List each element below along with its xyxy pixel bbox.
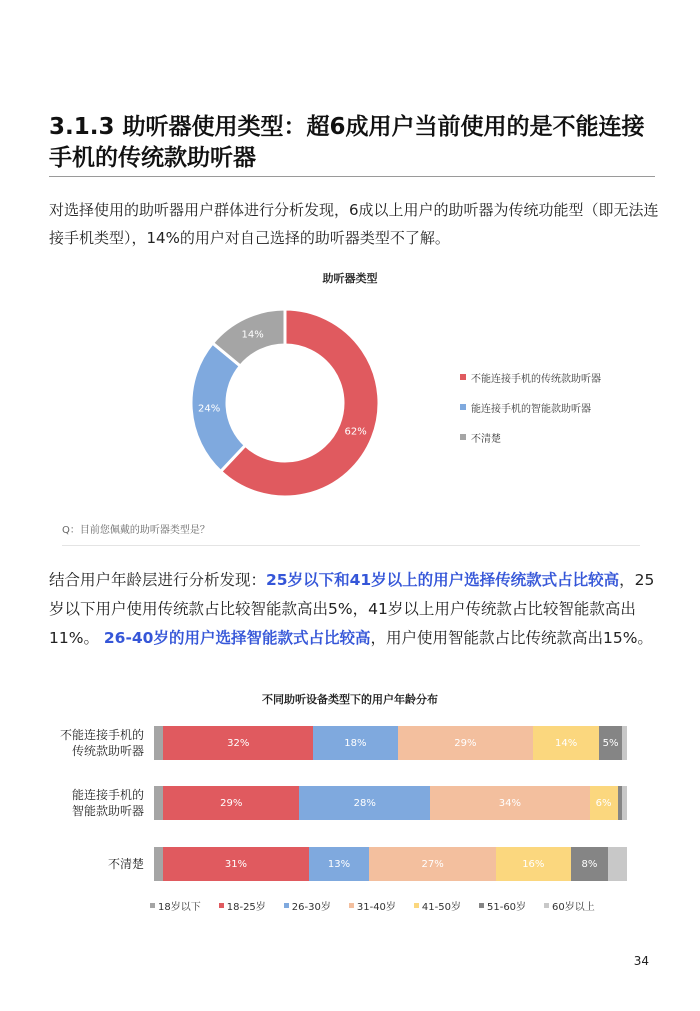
bar-segment-unknown-2 <box>309 847 370 881</box>
bar-segment-label: 31% <box>224 858 248 870</box>
donut-label-unknown: 14% <box>241 329 264 341</box>
bar-row-label-smart: 能连接手机的 智能款助听器 <box>71 788 144 818</box>
bar-segment-traditional-6 <box>622 726 627 760</box>
age-legend-item-0 <box>150 898 201 912</box>
section-heading <box>49 112 661 174</box>
bar-row-smart <box>154 786 627 820</box>
bar-segment-smart-3 <box>430 786 589 820</box>
bar-segment-smart-1 <box>163 786 299 820</box>
age-analysis-highlight-2: 26-40岁的用户选择智能款式占比较高 <box>103 629 371 647</box>
donut-chart <box>185 303 385 503</box>
bar-segment-label: 14% <box>554 737 578 749</box>
donut-legend <box>460 362 601 452</box>
bar-segment-label: 18% <box>344 737 367 749</box>
bar-segment-unknown-0 <box>154 847 163 881</box>
age-analysis-text-2: ，25岁以下用户使用传统款占比较智能款高出5%，41岁以上用户传统款占比较智能款高出11%。 <box>49 571 655 647</box>
age-legend-swatch <box>414 903 419 908</box>
legend-label-traditional: 不能连接手机的传统款助听器 <box>471 373 601 385</box>
bar-segment-label: 34% <box>498 797 521 809</box>
bar-segment-label: 5% <box>602 737 619 749</box>
bar-segment-traditional-3 <box>398 726 534 760</box>
section-heading-line-1: 3.1.3 助听器使用类型：超6成用户当前使用的是不能连接 <box>49 114 645 140</box>
bar-segment-traditional-4 <box>533 726 599 760</box>
age-legend-label: 60岁以上 <box>552 901 595 913</box>
age-legend <box>150 898 650 912</box>
bar-segment-unknown-1 <box>163 847 308 881</box>
legend-item-unknown <box>460 422 601 452</box>
age-legend-item-4 <box>414 898 461 912</box>
page-number: 34 <box>633 954 649 968</box>
bar-segment-label: 29% <box>454 737 477 749</box>
bar-segment-traditional-1 <box>163 726 313 760</box>
legend-swatch-unknown <box>460 434 466 440</box>
bar-segment-traditional-2 <box>313 726 397 760</box>
legend-label-smart: 能连接手机的智能款助听器 <box>471 403 591 415</box>
bar-segment-unknown-3 <box>369 847 495 881</box>
bar-row-label-traditional: 不能连接手机的 传统款助听器 <box>59 728 144 758</box>
section-separator <box>62 545 640 546</box>
age-analysis-highlight-1: 25岁以下和41岁以上的用户选择传统款式占比较高 <box>266 571 620 589</box>
age-legend-label: 26-30岁 <box>291 901 331 913</box>
age-legend-label: 18-25岁 <box>226 901 266 913</box>
age-analysis-paragraph <box>49 566 661 653</box>
age-legend-swatch <box>479 903 484 908</box>
bar-segment-label: 32% <box>227 737 250 749</box>
age-legend-item-1 <box>219 898 266 912</box>
bar-segment-unknown-4 <box>496 847 571 881</box>
bar-segment-unknown-6 <box>608 847 627 881</box>
stacked-bar-chart-title: 不同助听设备类型下的用户年龄分布 <box>262 693 438 706</box>
bar-segment-smart-6 <box>622 786 627 820</box>
bar-segment-label: 16% <box>522 858 545 870</box>
heading-divider <box>49 176 655 177</box>
age-legend-swatch <box>150 903 155 908</box>
bar-row-traditional <box>154 726 627 760</box>
age-legend-item-5 <box>479 898 526 912</box>
intro-paragraph: 对选择使用的助听器用户群体进行分析发现，6成以上用户的助听器为传统功能型（即无法连接手机类型），14%的用户对自己选择的助听器类型不了解。 <box>49 201 659 247</box>
legend-swatch-smart <box>460 404 466 410</box>
bar-row-label-unknown: 不清楚 <box>107 857 144 871</box>
bar-segment-traditional-5 <box>599 726 622 760</box>
age-legend-label: 18岁以下 <box>158 901 201 913</box>
legend-swatch-traditional <box>460 374 466 380</box>
age-legend-label: 41-50岁 <box>421 901 461 913</box>
age-legend-label: 31-40岁 <box>356 901 396 913</box>
age-analysis-text-1: 结合用户年龄层进行分析发现： <box>49 571 267 589</box>
legend-item-smart <box>460 392 601 422</box>
donut-chart-title: 助听器类型 <box>322 272 378 285</box>
bar-segment-label: 29% <box>220 797 243 809</box>
age-analysis-text-3: ，用户使用智能款占比传统款高出15%。 <box>370 629 653 647</box>
bar-segment-label: 28% <box>353 797 376 809</box>
age-legend-swatch <box>219 903 224 908</box>
bar-segment-unknown-5 <box>571 847 608 881</box>
donut-label-traditional: 62% <box>344 426 367 438</box>
bar-row-unknown <box>154 847 627 881</box>
section-heading-line-2: 手机的传统款助听器 <box>49 145 256 171</box>
legend-label-unknown: 不清楚 <box>471 433 501 445</box>
age-legend-label: 51-60岁 <box>486 901 527 913</box>
age-legend-item-2 <box>284 898 331 912</box>
bar-segment-smart-4 <box>590 786 618 820</box>
bar-segment-traditional-0 <box>154 726 163 760</box>
bar-segment-smart-2 <box>299 786 430 820</box>
age-legend-item-3 <box>349 898 396 912</box>
bar-segment-label: 6% <box>595 797 612 809</box>
age-legend-item-6 <box>544 898 595 912</box>
survey-question-note: Q：目前您佩戴的助听器类型是？ <box>62 525 210 536</box>
age-legend-swatch <box>349 903 354 908</box>
age-legend-swatch <box>544 903 549 908</box>
bar-segment-label: 8% <box>581 858 598 870</box>
donut-label-smart: 24% <box>198 403 221 415</box>
bar-segment-label: 13% <box>327 858 351 870</box>
bar-segment-label: 27% <box>421 858 444 870</box>
bar-segment-smart-0 <box>154 786 163 820</box>
legend-item-traditional <box>460 362 601 392</box>
age-legend-swatch <box>284 903 289 908</box>
